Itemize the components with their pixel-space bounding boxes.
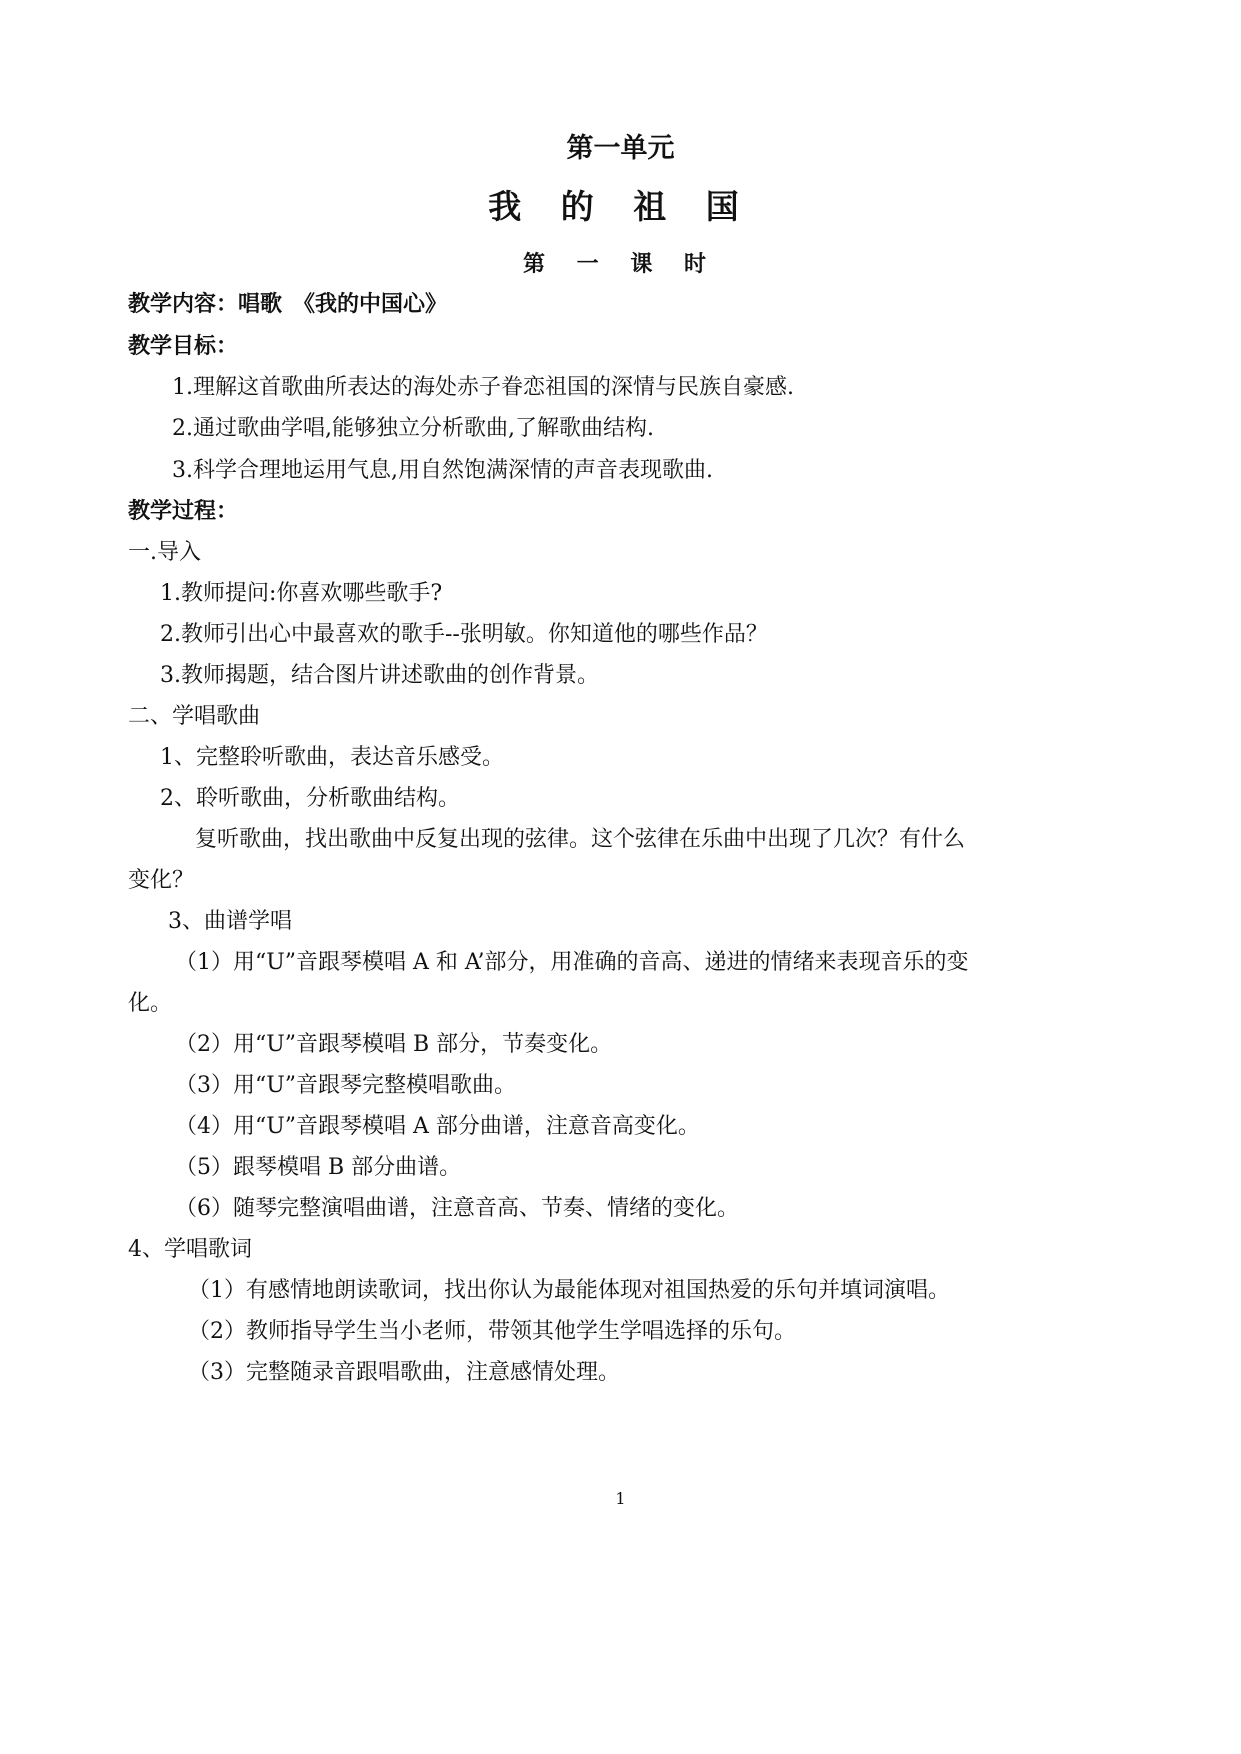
list-item: 2、聆听歌曲，分析歌曲结构。 (160, 786, 460, 811)
list-item: 1.教师提问:你喜欢哪些歌手? (160, 581, 443, 606)
unit-heading: 第一单元 (566, 133, 675, 164)
teaching-content-label: 教学内容：唱歌 《我的中国心》 (128, 292, 448, 317)
sub-item-continuation: 化。 (128, 991, 173, 1016)
lesson-heading: 第 一 课 时 (523, 252, 718, 277)
list-item: 3、曲谱学唱 (168, 909, 292, 934)
teaching-process-label: 教学过程： (128, 499, 239, 524)
section-heading: 一.导入 (128, 540, 201, 565)
goal-item: 1.理解这首歌曲所表达的海处赤子眷恋祖国的深情与民族自豪感. (172, 375, 794, 400)
section-heading: 二、学唱歌曲 (128, 704, 261, 729)
sub-item: （3）用“U”音跟琴完整模唱歌曲。 (175, 1073, 517, 1098)
goal-item: 2.通过歌曲学唱,能够独立分析歌曲,了解歌曲结构. (172, 416, 654, 441)
list-item: 2.教师引出心中最喜欢的歌手--张明敏。你知道他的哪些作品？ (160, 622, 768, 647)
sub-item: （5）跟琴模唱 B 部分曲谱。 (175, 1155, 462, 1180)
paragraph-line: 复听歌曲，找出歌曲中反复出现的弦律。这个弦律在乐曲中出现了几次？有什么 (195, 827, 966, 852)
list-item: 1、完整聆听歌曲，表达音乐感受。 (160, 745, 504, 770)
sub-item: （2）用“U”音跟琴模唱 B 部分，节奏变化。 (175, 1032, 613, 1057)
sub-item: （1）用“U”音跟琴模唱 A 和 A’部分，用准确的音高、递进的情绪来表现音乐的变 (175, 950, 969, 975)
teaching-goals-label: 教学目标： (128, 334, 239, 359)
page-title: 我 的 祖 国 (488, 187, 753, 226)
paragraph-line: 变化？ (128, 868, 195, 893)
sub-item: （3）完整随录音跟唱歌曲，注意感情处理。 (188, 1360, 620, 1385)
section-heading: 4、学唱歌词 (128, 1237, 252, 1262)
page-number: 1 (615, 1489, 626, 1508)
sub-item: （1）有感情地朗读歌词，找出你认为最能体现对祖国热爱的乐句并填词演唱。 (188, 1278, 950, 1303)
goal-item: 3.科学合理地运用气息,用自然饱满深情的声音表现歌曲. (172, 458, 713, 483)
sub-item: （4）用“U”音跟琴模唱 A 部分曲谱，注意音高变化。 (175, 1114, 700, 1139)
list-item: 3.教师揭题，结合图片讲述歌曲的创作背景。 (160, 663, 599, 688)
sub-item: （6）随琴完整演唱曲谱，注意音高、节奏、情绪的变化。 (175, 1196, 739, 1221)
sub-item: （2）教师指导学生当小老师，带领其他学生学唱选择的乐句。 (188, 1319, 796, 1344)
